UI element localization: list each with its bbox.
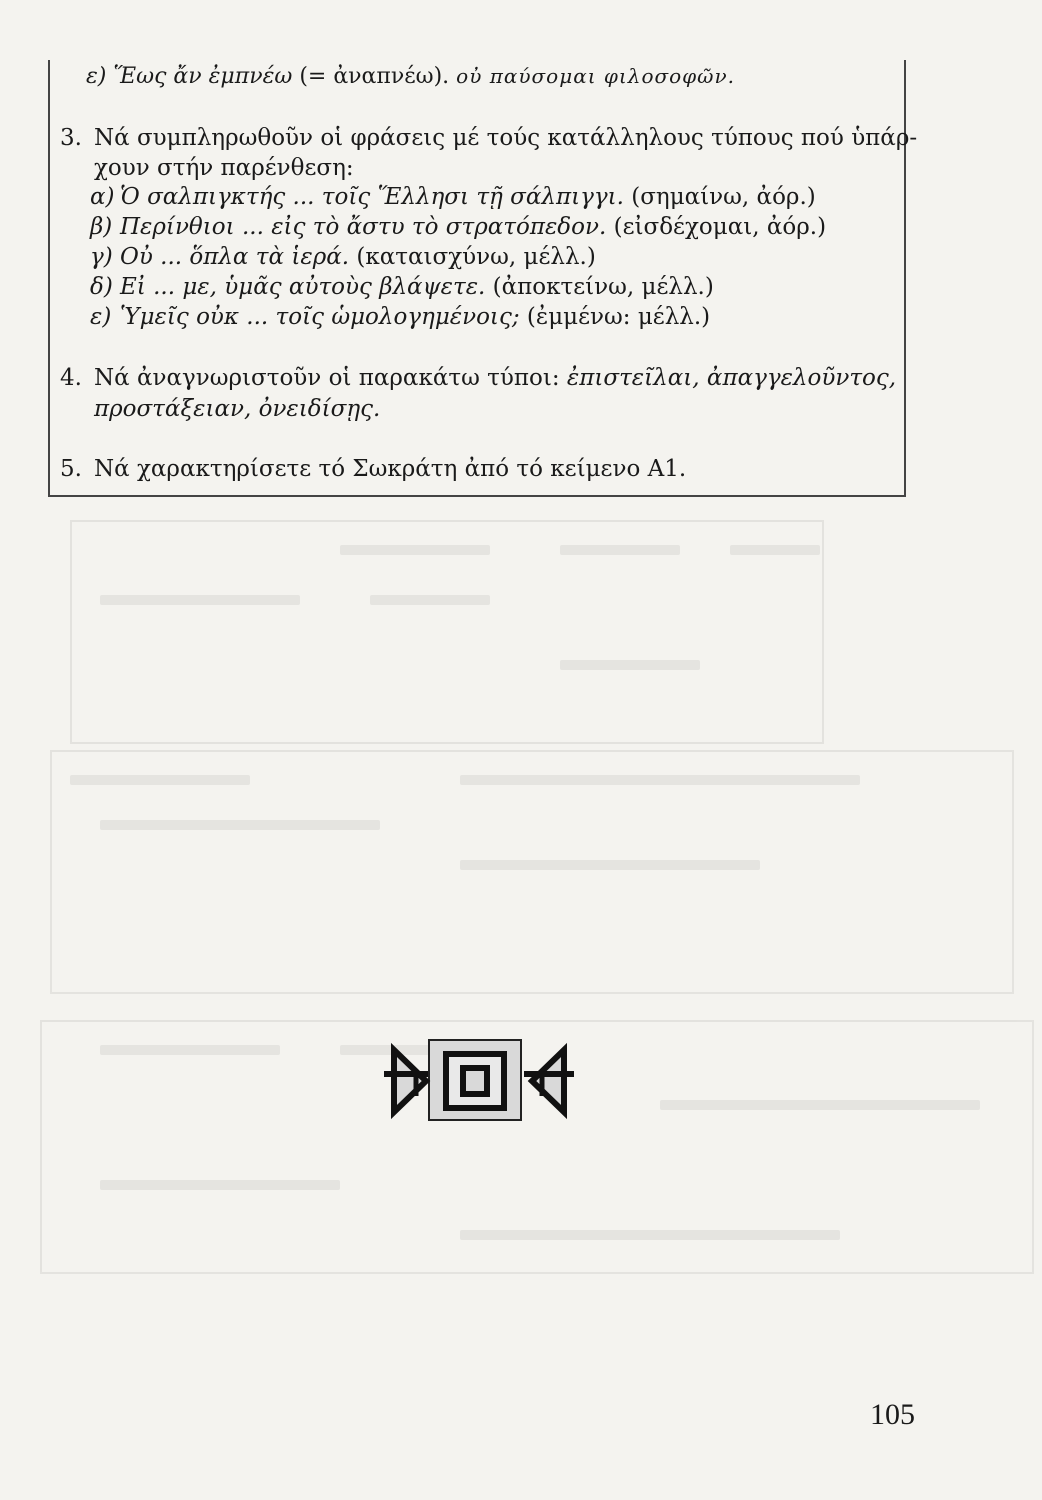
item-sentence: Εἰ ... με, ὑμᾶς αὐτοὺς βλάψετε.	[120, 274, 486, 300]
question-text: Νά ἀναγνωριστοῦν οἱ παρακάτω τύποι:	[94, 365, 560, 391]
question-3-line-2	[94, 154, 354, 182]
question-3-item-a	[90, 183, 816, 211]
item-sentence: Οὐ ... ὅπλα τὰ ἱερά.	[120, 244, 350, 270]
item-hint: (ἀποκτείνω, μέλλ.)	[492, 274, 714, 300]
question-text: Νά χαρακτηρίσετε τό Σωκράτη ἀπό τό κείμενο Α1.	[94, 456, 687, 482]
greek-forms: ἐπιστεῖλαι, ἀπαγγελοῦντος,	[566, 365, 897, 391]
question-3-line-1	[60, 124, 917, 152]
question-3-item-c	[90, 243, 596, 271]
item-label: γ)	[90, 244, 113, 270]
item-hint: (ἐμμένω: μέλλ.)	[526, 304, 711, 330]
greek-gloss: (= ἀναπνέω).	[299, 64, 450, 89]
greek-phrase: οὐ παύσομαι φιλοσοφῶν.	[456, 64, 736, 88]
question-5	[60, 455, 686, 483]
question-4-line-2	[94, 395, 380, 423]
item-label: ε)	[90, 304, 112, 330]
question-number: 3.	[60, 125, 82, 151]
item-sentence: Ὑμεῖς οὐκ ... τοῖς ὡμολογημένοις;	[120, 304, 520, 330]
bleed-through-background	[40, 500, 1040, 1280]
question-number: 4.	[60, 365, 82, 391]
greek-forms: προστάξειαν, ὀνειδίσῃς.	[94, 396, 381, 422]
question-3-item-d	[90, 273, 714, 301]
question-3-item-b	[90, 213, 826, 241]
item-label: δ)	[90, 274, 113, 300]
exercise-line-e-top	[86, 62, 735, 91]
question-number: 5.	[60, 456, 82, 482]
question-3-item-e	[90, 303, 710, 331]
greek-meander-ornament-icon	[384, 1030, 574, 1134]
question-4-line-1	[60, 364, 896, 392]
question-text: Νά συμπληρωθοῦν οἱ φράσεις μέ τούς κατάλληλους τύπους πού ὑπάρ-	[94, 125, 918, 151]
item-label: β)	[90, 214, 113, 240]
greek-phrase: Ἕως ἄν ἐμπνέω	[113, 64, 293, 89]
item-hint: (εἰσδέχομαι, ἀόρ.)	[613, 214, 827, 240]
question-text: χουν στήν παρένθεση:	[94, 155, 354, 181]
item-sentence: Ὁ σαλπιγκτής ... τοῖς Ἕλλησι τῇ σάλπιγγι.	[120, 184, 624, 210]
item-label: α)	[90, 184, 115, 210]
page-number: 105	[870, 1398, 915, 1431]
item-label: ε)	[86, 64, 107, 89]
item-sentence: Περίνθιοι ... εἰς τὸ ἄστυ τὸ στρατόπεδον.	[120, 214, 607, 240]
item-hint: (σημαίνω, ἀόρ.)	[631, 184, 816, 210]
item-hint: (καταισχύνω, μέλλ.)	[356, 244, 596, 270]
